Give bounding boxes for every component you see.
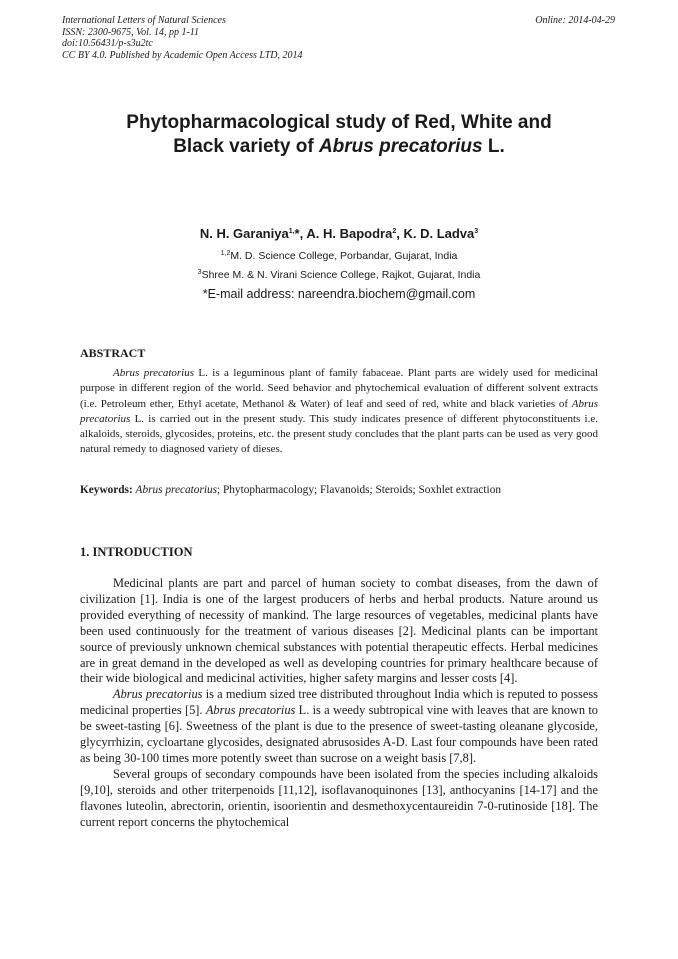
intro-paragraph-1: Medicinal plants are part and parcel of human society to combat diseases, from the dawn of civilization [1]. India is one of the largest producers of herbs and herbal products. Nature around us provided everything of necessity of mankind. The large resources of vegetables, medicinal plants have been used continuously for the treatment of various diseases [2]. Medicinal plants can be important source of previously unknown chemical substances with potential therapeutic effects. Herbal medicines are in great demand in the developed as well as developing countries for primary healthcare because of their wide biological and medicinal activities, higher safety margins and lesser costs [4]. bbox=[80, 576, 598, 686]
paper-title bbox=[80, 111, 598, 159]
abstract-section bbox=[80, 346, 598, 458]
affiliation-1 bbox=[80, 248, 598, 264]
license-line: CC BY 4.0. Published by Academic Open Access LTD, 2014 bbox=[62, 49, 303, 61]
author-sep: , bbox=[396, 226, 404, 241]
intro-p2-species: Abrus precatorius bbox=[113, 687, 203, 702]
abstract-species-2: Abrus precatorius bbox=[80, 397, 598, 425]
affiliation-2 bbox=[80, 267, 598, 283]
journal-name: International Letters of Natural Sciences bbox=[62, 15, 226, 26]
affiliation-1-text: M. D. Science College, Porbandar, Gujarat, India bbox=[230, 250, 458, 262]
author-2-affil: 2 bbox=[392, 228, 397, 235]
author-2: A. H. Bapodra bbox=[306, 226, 393, 241]
abstract-text bbox=[80, 366, 598, 458]
author-names bbox=[80, 224, 598, 244]
title-line-1: Phytopharmacological study of Red, White and bbox=[126, 112, 552, 133]
abstract-part-2: L. is carried out in the present study. This study indicates presence of different phytoconstituents i.e. alkaloids, steroids, glycosides, proteins, etc. the present study concludes that the plant parts can be used as very good natural remedy to diagnosed variety of dieses. bbox=[80, 412, 598, 456]
title-line-2 bbox=[80, 135, 598, 159]
affiliation-2-marker: 3 bbox=[197, 269, 202, 276]
intro-p2-part-a: is a medium sized tree distributed throughout India which is reputed to possess medicinal properties [5]. bbox=[80, 687, 598, 718]
author-1-affil: 1, bbox=[288, 228, 295, 235]
abstract-heading: ABSTRACT bbox=[80, 346, 146, 360]
author-3: K. D. Ladva bbox=[403, 226, 475, 241]
title-prefix: Black variety of bbox=[173, 136, 319, 157]
author-1: N. H. Garaniya bbox=[199, 226, 289, 241]
intro-p2-part-b: L. is a weedy subtropical vine with leaves that are known to be sweet-tasting [6]. Sweetness of the plant is due to the presence of sweet-tasting oleanane glycoside, glycyrrhizin, cycloartane glycosides, designated abrusosides A-D. Last four compounds have been rated as being 30-100 times more potently sweet than sucrose on a weight basis [7,8]. bbox=[80, 703, 599, 765]
keywords-colon: : bbox=[128, 484, 136, 496]
issn-line: ISSN: 2300-9675, Vol. 14, pp 1-11 bbox=[62, 26, 200, 38]
keywords-label: Keywords bbox=[80, 484, 129, 496]
keywords-species: Abrus precatorius bbox=[135, 484, 218, 496]
author-1-star: *, bbox=[294, 226, 307, 241]
abstract-part-1: L. is a leguminous plant of family fabaceae. Plant parts are widely used for medicinal purpose in different region of the world. Seed behavior and phytochemical evaluation of different solvent extracts (i.e. Petroleum ether, Ethyl acetate, Methanol & Water) of leaf and seed of red, white and black varieties of bbox=[80, 367, 599, 410]
corresponding-email: *E-mail address: nareendra.biochem@gmail.com bbox=[202, 287, 476, 301]
page-header bbox=[62, 15, 615, 61]
keywords-line bbox=[80, 484, 598, 496]
introduction-heading: 1. INTRODUCTION bbox=[80, 545, 193, 559]
introduction-body bbox=[80, 576, 598, 831]
keywords-rest: ; Phytopharmacology; Flavanoids; Steroids; Soxhlet extraction bbox=[217, 484, 501, 496]
affiliation-1-marker: 1,2 bbox=[220, 250, 231, 257]
author-block bbox=[80, 224, 598, 303]
intro-p2-species-2: Abrus precatorius bbox=[205, 703, 296, 718]
title-suffix: L. bbox=[482, 136, 505, 157]
affiliation-2-text: Shree M. & N. Virani Science College, Rajkot, Gujarat, India bbox=[201, 269, 481, 281]
doi-line: doi:10.56431/p-s3u2tc bbox=[62, 38, 153, 49]
intro-paragraph-2 bbox=[80, 687, 598, 767]
abstract-species: Abrus precatorius bbox=[113, 367, 195, 379]
intro-paragraph-3: Several groups of secondary compounds have been isolated from the species including alkaloids [9,10], steroids and other triterpenoids [11,12], isoflavanoquinones [13], anthocyanins [14-17] and the flavones luteolin, abrectorin, orientin, isoorientin and desmethoxycentaureidin 7-0-rutinoside [18]. The current report concerns the phytochemical bbox=[80, 766, 598, 829]
online-date: Online: 2014-04-29 bbox=[535, 15, 615, 26]
author-3-affil: 3 bbox=[474, 228, 479, 235]
title-species: Abrus precatorius bbox=[318, 136, 483, 157]
